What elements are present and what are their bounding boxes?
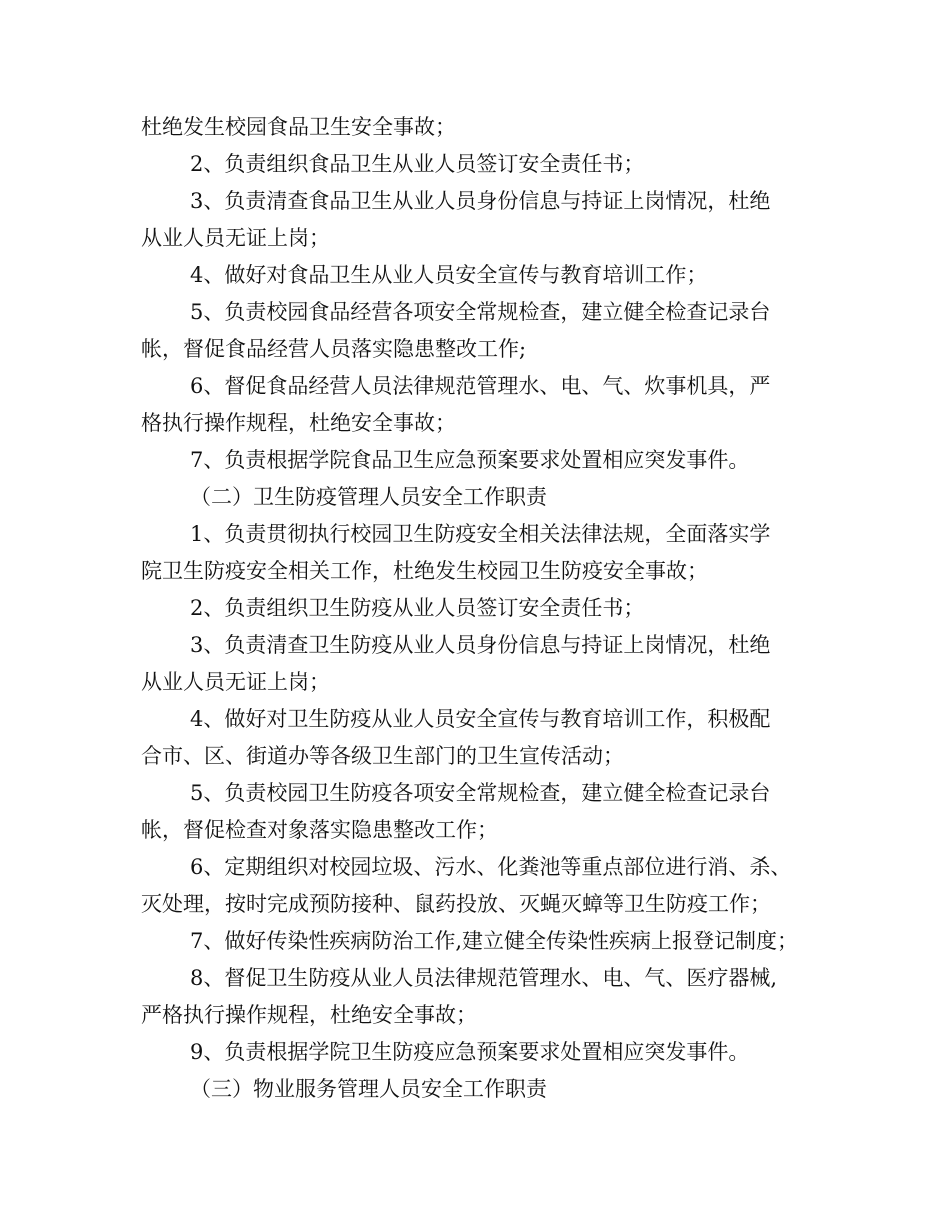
text-line: 从业人员无证上岗；: [141, 670, 330, 694]
text-line: 4、做好对食品卫生从业人员安全宣传与教育培训工作；: [190, 263, 708, 287]
text-line: 2、负责组织食品卫生从业人员签订安全责任书；: [190, 152, 645, 176]
text-line: 5、负责校园食品经营各项安全常规检查，建立健全检查记录台: [190, 300, 771, 324]
text-line: 3、负责清查卫生防疫从业人员身份信息与持证上岗情况，杜绝: [190, 633, 771, 657]
text-line: 4、做好对卫生防疫从业人员安全宣传与教育培训工作，积极配: [190, 707, 771, 731]
text-line: 7、负责根据学院食品卫生应急预案要求处置相应突发事件。: [190, 448, 750, 472]
text-line: 帐，督促食品经营人员落实隐患整改工作;: [141, 337, 527, 361]
text-line: 严格执行操作规程，杜绝安全事故；: [141, 1003, 477, 1027]
text-line: 院卫生防疫安全相关工作，杜绝发生校园卫生防疫安全事故；: [141, 559, 708, 583]
text-line: 合市、区、街道办等各级卫生部门的卫生宣传活动；: [141, 744, 624, 768]
text-line: 格执行操作规程，杜绝安全事故；: [141, 411, 456, 435]
text-line: 杜绝发生校园食品卫生安全事故；: [141, 115, 456, 139]
text-line: 6、督促食品经营人员法律规范管理水、电、气、炊事机具，严: [190, 374, 771, 398]
section-heading: （三）物业服务管理人员安全工作职责: [190, 1077, 547, 1101]
text-line: 6、定期组织对校园垃圾、污水、化粪池等重点部位进行消、杀、: [190, 855, 792, 879]
text-line: 2、负责组织卫生防疫从业人员签订安全责任书；: [190, 596, 645, 620]
text-line: 灭处理，按时完成预防接种、鼠药投放、灭蝇灭蟑等卫生防疫工作；: [141, 892, 771, 916]
text-line: 5、负责校园卫生防疫各项安全常规检查，建立健全检查记录台: [190, 781, 771, 805]
text-line: 7、做好传染性疾病防治工作,建立健全传染性疾病上报登记制度；: [190, 929, 799, 953]
text-line: 帐，督促检查对象落实隐患整改工作；: [141, 818, 498, 842]
text-line: 3、负责清查食品卫生从业人员身份信息与持证上岗情况，杜绝: [190, 189, 771, 213]
text-line: 9、负责根据学院卫生防疫应急预案要求处置相应突发事件。: [190, 1040, 750, 1064]
text-line: 8、督促卫生防疫从业人员法律规范管理水、电、气、医疗器械,: [190, 966, 778, 990]
text-line: 1、负责贯彻执行校园卫生防疫安全相关法律法规，全面落实学: [190, 522, 771, 546]
text-line: 从业人员无证上岗；: [141, 226, 330, 250]
section-heading: （二）卫生防疫管理人员安全工作职责: [190, 485, 547, 509]
